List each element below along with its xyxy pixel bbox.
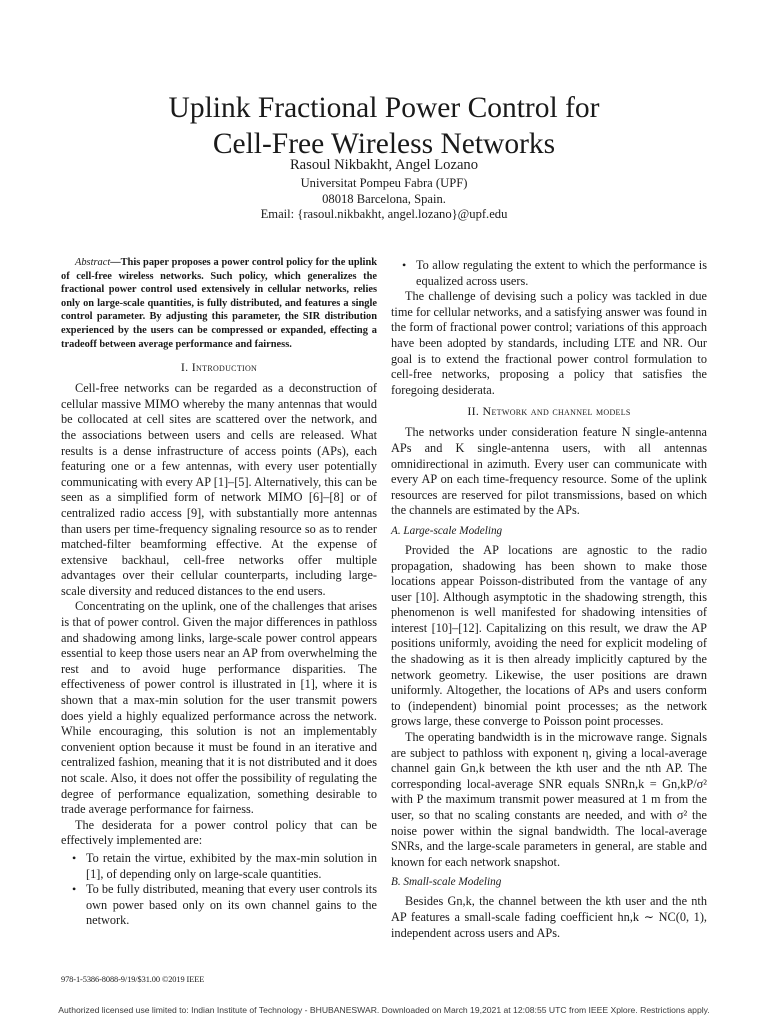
list-item-text: To retain the virtue, exhibited by the max-min solution in [1], of depending only on large-scale quantities.	[86, 850, 377, 881]
paper-title	[60, 90, 708, 162]
bullet-icon: •	[72, 882, 77, 897]
model-paragraph-1: The networks under consideration feature N single-antenna APs and K single-antenna users, with all antennas omnidirectional in azimuth. Every user can communicate with every AP on each time-frequency resource. Some of the uplink resources are reserved for pilot transmissions, based on which the channels are estimated by the APs.	[391, 425, 707, 518]
bullet-icon: •	[402, 258, 407, 272]
intro-paragraph-3: The desiderata for a power control policy that can be effectively implemented are:	[61, 817, 377, 848]
large-scale-paragraph-2: The operating bandwidth is in the microwave range. Signals are subject to pathloss with exponent η, giving a local-average channel gain Gn,k between the kth user and the nth AP. The corresponding local-average SNR equals SNRn,k = Gn,kP/σ² with P the maximum transmit power measured at 1 m from the user, so that no scaling constants are needed, and with σ² the noise power within the signal bandwidth. The local-average SNRs, and the large-scale parameters in general, are stable and known for each network snapshot.	[391, 730, 707, 869]
intro-paragraph-4: The challenge of devising such a policy was tackled in due time for cellular networks, and a satisfying answer was found in the form of fractional power control; variations of this approach have been adopted by standards, including LTE and NR. Our goal is to extend the fractional power control formulation to cell-free networks, proposing a policy that satisfies the foregoing desiderata.	[391, 289, 707, 397]
small-scale-paragraph-1: Besides Gn,k, the channel between the kth user and the nth AP features a small-scale fading coefficient hn,k ∼ NC(0, 1), independent across users and APs.	[391, 894, 707, 940]
abstract	[61, 256, 377, 351]
affiliation-address: 08018 Barcelona, Spain.	[322, 191, 446, 206]
list-item	[61, 851, 377, 882]
desiderata-list-continued	[391, 258, 707, 289]
list-item	[391, 258, 707, 289]
subsection-heading-small-scale: B. Small-scale Modeling	[391, 876, 502, 889]
affiliation-block	[60, 176, 708, 223]
right-column	[391, 256, 707, 941]
affiliation-email: Email: {rasoul.nikbakht, angel.lozano}@upf.edu	[260, 207, 508, 222]
list-item	[61, 882, 377, 929]
intro-paragraph-2: Concentrating on the uplink, one of the challenges that arises is that of power control. Given the major differences in pathloss and shadowing among links, large-scale power control appears essential to keep those users near an AP from overwhelming the rest and to avoid huge performance disparities. The effectiveness of power control is illustrated in [1], where it is shown that a max-min solution for the user transmit powers does yield a highly equalized performance across the network. While encouraging, this solution is not an implementably convenient option because it must be found in an iterative and centralized fashion, meaning that it is not distributed and it does not scale. Also, it does not offer the possibility of regulating the degree of performance equalization, something desirable to trade average performance for fairness.	[61, 599, 377, 817]
large-scale-paragraph-1: Provided the AP locations are agnostic to the radio propagation, shadowing has been shown to make those locations appear Poisson-distributed from the vantage of any user [10]. Although asymptotic in the shadowing strength, this phenomenon is well manifested for shadowing intensities of interest [10]–[12]. Capitalizing on this result, we draw the AP positions uniformly, avoiding the need for explicit modeling of the shadowing as it is then already implicitly captured by the network geometry. Likewise, the user positions are drawn uniformly. Altogether, the locations of APs and users conform to (independent) binomial point processes; as the network grows large, these converge to Poisson point processes.	[391, 542, 707, 729]
license-notice: Authorized licensed use limited to: Indian Institute of Technology - BHUBANESWAR. Downloaded on March 19,2021 at 12:08:55 UTC from IEEE Xplore. Restrictions apply.	[58, 1005, 710, 1015]
desiderata-list	[61, 851, 377, 929]
section-heading-introduction: I. Introduction	[180, 360, 258, 375]
subsection-heading-large-scale: A. Large-scale Modeling	[391, 524, 503, 537]
title-line-2: Cell-Free Wireless Networks	[212, 127, 556, 160]
list-item-text: To allow regulating the extent to which the performance is equalized across users.	[416, 258, 707, 288]
affiliation-institution: Universitat Pompeu Fabra (UPF)	[300, 176, 468, 190]
intro-paragraph-1: Cell-free networks can be regarded as a deconstruction of cellular massive MIMO whereby the many antennas that would be collocated at cell sites are scattered over the network, and the associations between users and cells are released. What results is a dense infrastructure of access points (APs), each featuring one or a few antennas, with every user potentially communicating with every AP [1]–[5]. Alternatively, this can be seen as a simplified form of network MIMO [6]–[8] or of centralized radio access [9], with substantially more antennas than users per time-frequency signaling resource so as to render matched-filter beamforming effective. At the expense of extensive backhaul, cell-free networks offer multiple advantages over their cellular counterparts, including large-scale diversity and reduced distances to the end users.	[61, 381, 377, 598]
section-heading-network-models: II. Network and channel models	[467, 404, 631, 419]
bullet-icon: •	[72, 850, 77, 865]
title-line-1: Uplink Fractional Power Control for	[168, 91, 600, 124]
abstract-text: —This paper proposes a power control policy for the uplink of cell-free wireless networks. Such policy, which generalizes the fractional power control used extensively in cellular networks, relies only on large-scale quantities, is fully distributed, and features a single control parameter. By adjusting this parameter, the SIR distribution experienced by the users can be compressed or expanded, effecting a tradeoff between average performance and fairness.	[61, 257, 377, 350]
copyright-footnote: 978-1-5386-8088-9/19/$31.00 ©2019 IEEE	[61, 975, 205, 984]
author-names: Rasoul Nikbakht, Angel Lozano	[289, 157, 479, 173]
left-column	[61, 256, 377, 929]
abstract-label: Abstract	[75, 257, 111, 268]
list-item-text: To be fully distributed, meaning that every user controls its own power based only on its own channel gains to the network.	[86, 882, 377, 928]
